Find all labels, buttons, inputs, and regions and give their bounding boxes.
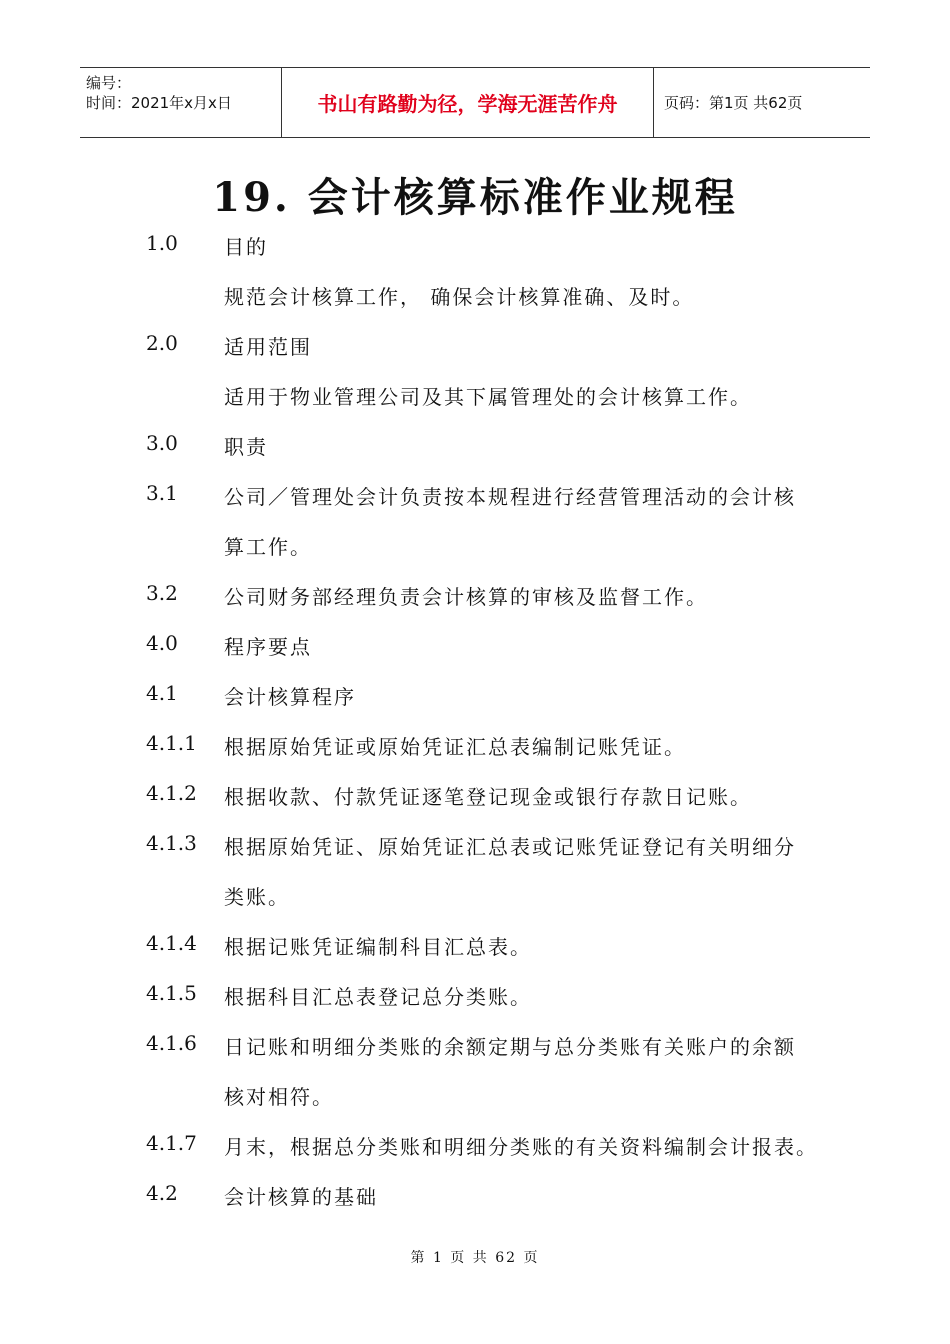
document-title: 19. 会计核算标准作业规程: [212, 174, 738, 221]
section-text: 根据记账凭证编制科目汇总表。: [224, 935, 532, 959]
section-text: 根据收款、付款凭证逐笔登记现金或银行存款日记账。: [224, 785, 752, 809]
header-meta-cell: [80, 68, 282, 137]
section-number: 1.0: [146, 231, 178, 255]
header-motto-cell: [282, 68, 654, 137]
header-motto: 书山有路勤为径，学海无涯苦作舟: [317, 92, 618, 116]
section-text: 根据科目汇总表登记总分类账。: [224, 985, 532, 1009]
header-page-info: 页码：第1页 共62页: [664, 94, 803, 112]
section-text: 日记账和明细分类账的余额定期与总分类账有关账户的余额: [224, 1035, 796, 1059]
section-text: 目的: [224, 235, 268, 259]
section-number: 4.1.1: [146, 731, 197, 755]
section-text: 职责: [224, 435, 268, 459]
section-number: 4.1.6: [146, 1031, 197, 1055]
section-text: 适用于物业管理公司及其下属管理处的会计核算工作。: [224, 385, 752, 409]
section-number: 3.1: [146, 481, 178, 505]
section-number: 3.2: [146, 581, 178, 605]
document-number-label: 编号：: [86, 74, 132, 92]
section-text: 核对相符。: [224, 1085, 334, 1109]
section-text: 会计核算的基础: [224, 1185, 378, 1209]
section-text: 公司／管理处会计负责按本规程进行经营管理活动的会计核: [224, 485, 796, 509]
section-text: 适用范围: [224, 335, 312, 359]
section-text: 程序要点: [224, 635, 312, 659]
section-text: 根据原始凭证或原始凭证汇总表编制记账凭证。: [224, 735, 686, 759]
section-text: 规范会计核算工作， 确保会计核算准确、及时。: [224, 285, 695, 309]
page-footer: 第 1 页 共 62 页: [410, 1250, 540, 1266]
section-number: 4.1.2: [146, 781, 197, 805]
section-text: 会计核算程序: [224, 685, 356, 709]
section-number: 3.0: [146, 431, 178, 455]
section-number: 4.0: [146, 631, 178, 655]
section-number: 4.1.7: [146, 1131, 197, 1155]
page-header: [80, 67, 870, 138]
section-number: 4.1.4: [146, 931, 197, 955]
section-number: 4.2: [146, 1181, 178, 1205]
section-number: 4.1.5: [146, 981, 197, 1005]
section-number: 2.0: [146, 331, 178, 355]
section-text: 根据原始凭证、原始凭证汇总表或记账凭证登记有关明细分: [224, 835, 796, 859]
section-number: 4.1: [146, 681, 178, 705]
document-date-label: 时间：2021年x月x日: [86, 94, 232, 112]
section-text: 月末，根据总分类账和明细分类账的有关资料编制会计报表。: [224, 1135, 818, 1159]
section-text: 算工作。: [224, 535, 312, 559]
section-text: 类账。: [224, 885, 290, 909]
section-number: 4.1.3: [146, 831, 197, 855]
section-text: 公司财务部经理负责会计核算的审核及监督工作。: [224, 585, 708, 609]
